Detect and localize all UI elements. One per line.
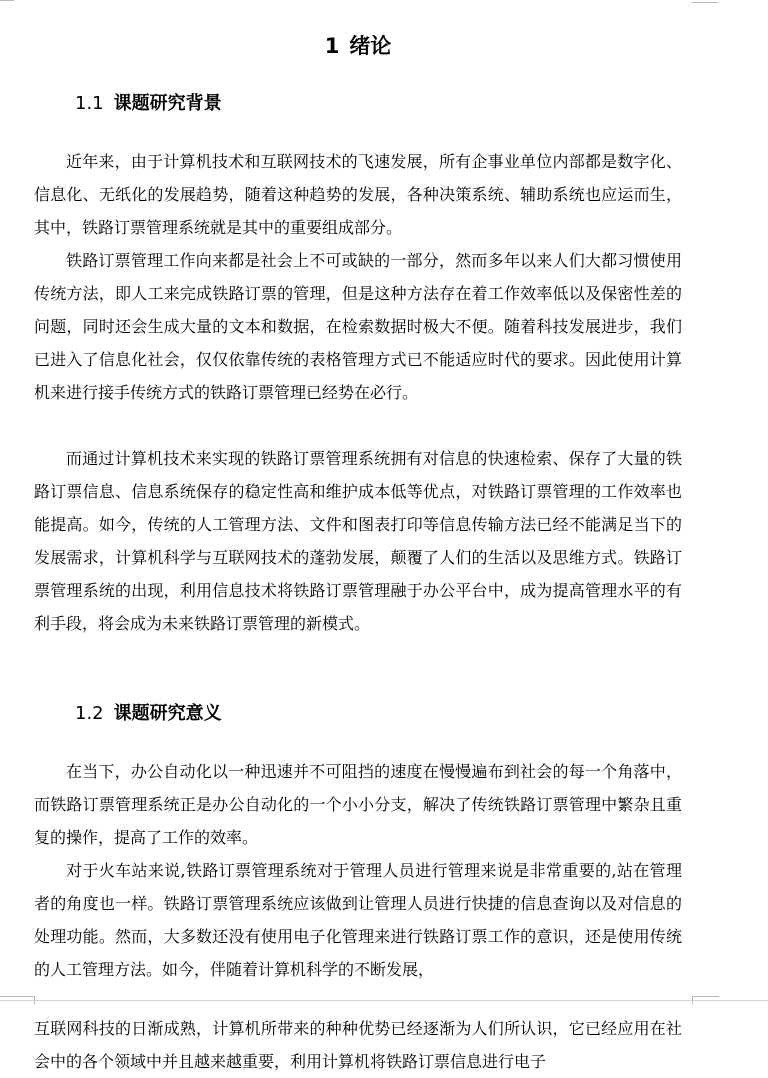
section-heading bbox=[75, 90, 222, 118]
next-page-paragraph: 互联网科技的日渐成熟，计算机所带来的种种优势已经逐渐为人们所认识，它已经应用在社会中的各个领域中并且越来越重要，利用计算机将铁路订票信息进行电子 bbox=[34, 1019, 682, 1071]
section-number: 1.1 bbox=[75, 93, 104, 114]
paragraph: 而通过计算机技术来实现的铁路订票管理系统拥有对信息的快速检索、保存了大量的铁路订票信息、信息系统保存的稳定性高和维护成本低等优点，对铁路订票管理的工作效率也能提高。如今，传统的人工管理方法、文件和图表打印等信息传输方法已经不能满足当下的发展需求，计算机科学与互联网技术的蓬勃发展，颠覆了人们的生活以及思维方式。铁路订票管理系统的出现，利用信息技术将铁路订票管理融于办公平台中，成为提高管理水平的有利手段，将会成为未来铁路订票管理的新模式。 bbox=[34, 449, 682, 633]
section-heading bbox=[75, 700, 222, 728]
chapter-number: 1 bbox=[324, 34, 340, 58]
paragraph: 铁路订票管理工作向来都是社会上不可或缺的一部分，然而多年以来人们大都习惯使用传统方法，即人工来完成铁路订票的管理，但是这种方法存在着工作效率低以及保密性差的问题，同时还会生成大量的文本和数据，在检索数据时极大不便。随着科技发展进步，我们已进入了信息化社会，仅仅依靠传统的表格管理方式已不能适应时代的要求。因此使用计算机来进行接手传统方式的铁路订票管理已经势在必行。 bbox=[34, 251, 682, 402]
section-title: 课题研究意义 bbox=[113, 703, 222, 724]
section-number: 1.2 bbox=[75, 703, 104, 724]
margin-mark-top-right bbox=[692, 0, 718, 3]
section-title: 课题研究背景 bbox=[113, 93, 222, 114]
paragraph: 近年来，由于计算机技术和互联网技术的飞速发展，所有企事业单位内部都是数字化、信息化、无纸化的发展趋势，随着这种趋势的发展，各种决策系统、辅助系统也应运而生，其中，铁路订票管理系统就是其中的重要组成部分。 bbox=[34, 152, 682, 237]
margin-mark-top-left bbox=[0, 0, 14, 1]
chapter-title bbox=[34, 30, 682, 62]
page-break-line bbox=[0, 1000, 768, 1001]
chapter-title-text: 绪论 bbox=[349, 34, 392, 58]
paragraph: 在当下，办公自动化以一种迅速并不可阻挡的速度在慢慢遍布到社会的每一个角落中，而铁路订票管理系统正是办公自动化的一个小小分支，解决了传统铁路订票管理中繁杂且重复的操作，提高了工作的效率。 bbox=[34, 762, 682, 847]
paragraph: 对于火车站来说,铁路订票管理系统对于管理人员进行管理来说是非常重要的,站在管理者的角度也一样。铁路订票管理系统应该做到让管理人员进行快捷的信息查询以及对信息的处理功能。然而，大多数还没有使用电子化管理来进行铁路订票工作的意识，还是使用传统的人工管理方法。如今，伴随着计算机科学的不断发展， bbox=[34, 861, 682, 979]
